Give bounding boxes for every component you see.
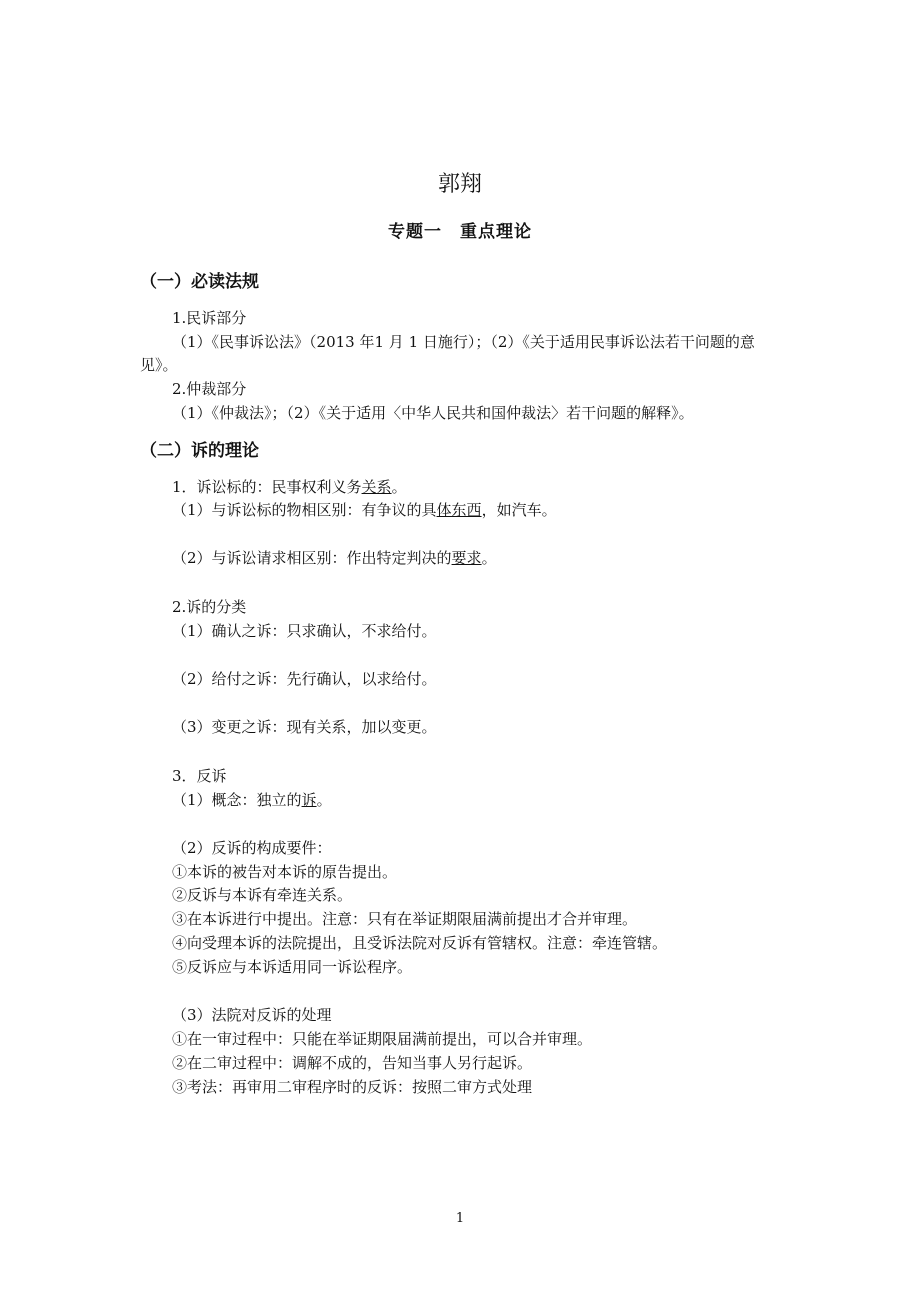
item1-heading — [172, 477, 407, 497]
item3-point2-req3: ③在本诉进行中提出。注意：只有在举证期限届满前提出才合并审理。 — [172, 910, 638, 928]
item2-point3: （3）变更之诉：现有关系，加以变更。 — [172, 718, 437, 736]
item1-heading-text: 1．诉讼标的：民事权利义务 — [172, 478, 362, 496]
item1-point1-underlined: 体东西 — [436, 501, 482, 519]
item2-point2: （2）给付之诉：先行确认，以求给付。 — [172, 670, 437, 688]
section2-title: （二）诉的理论 — [140, 441, 259, 461]
section1-sub1: 1.民诉部分 — [172, 309, 247, 327]
item3-point1-underlined: 诉 — [301, 791, 317, 809]
item3-point3-case1: ①在一审过程中：只能在举证期限届满前提出，可以合并审理。 — [172, 1030, 593, 1048]
item1-point2-end: 。 — [481, 549, 497, 567]
section1-sub2: 2.仲裁部分 — [172, 380, 247, 398]
item1-heading-underlined: 关系 — [361, 478, 392, 496]
item3-point2: （2）反诉的构成要件： — [172, 839, 332, 857]
item2-heading: 2.诉的分类 — [172, 598, 247, 616]
author-name: 郭翔 — [437, 172, 482, 197]
item1-point1-text: （1）与诉讼标的物相区别：有争议的具 — [172, 501, 437, 519]
item3-point1-end: 。 — [316, 791, 332, 809]
item3-point2-req5: ⑤反诉应与本诉适用同一诉讼程序。 — [172, 958, 413, 976]
item3-point2-req4: ④向受理本诉的法院提出，且受诉法院对反诉有管辖权。注意：牵连管辖。 — [172, 934, 668, 952]
section1-title: （一）必读法规 — [140, 272, 259, 292]
item1-point1 — [172, 500, 557, 520]
item3-point3-case2: ②在二审过程中：调解不成的，告知当事人另行起诉。 — [172, 1054, 533, 1072]
page-number: 1 — [455, 1211, 465, 1226]
item1-point2-underlined: 要求 — [451, 549, 482, 567]
item3-point1-text: （1）概念：独立的 — [172, 791, 302, 809]
item2-point1: （1）确认之诉：只求确认，不求给付。 — [172, 622, 437, 640]
item3-point1 — [172, 790, 332, 810]
item3-point3-case3: ③考法：再审用二审程序时的反诉：按照二审方式处理 — [172, 1078, 533, 1096]
item1-point2-text: （2）与诉讼请求相区别：作出特定判决的 — [172, 549, 452, 567]
item3-heading: 3．反诉 — [172, 767, 227, 785]
item3-point2-req2: ②反诉与本诉有牵连关系。 — [172, 886, 353, 904]
item1-point1-end: ，如汽车。 — [481, 501, 557, 519]
section1-sub2-line1: （1）《仲裁法》；（2）《关于适用〈中华人民共和国仲裁法〉若干问题的解释》。 — [172, 404, 694, 422]
item1-point2 — [172, 548, 497, 568]
item1-heading-end: 。 — [391, 478, 407, 496]
item3-point3: （3）法院对反诉的处理 — [172, 1006, 332, 1024]
section1-sub1-line1: （1）《民事诉讼法》（2013 年1 月 1 日施行）；（2）《关于适用民事诉讼法若干问题的意 — [172, 333, 755, 351]
item3-point2-req1: ①本诉的被告对本诉的原告提出。 — [172, 863, 398, 881]
section1-sub1-line2: 见》。 — [140, 356, 178, 374]
topic-title: 专题一 重点理论 — [388, 222, 532, 242]
